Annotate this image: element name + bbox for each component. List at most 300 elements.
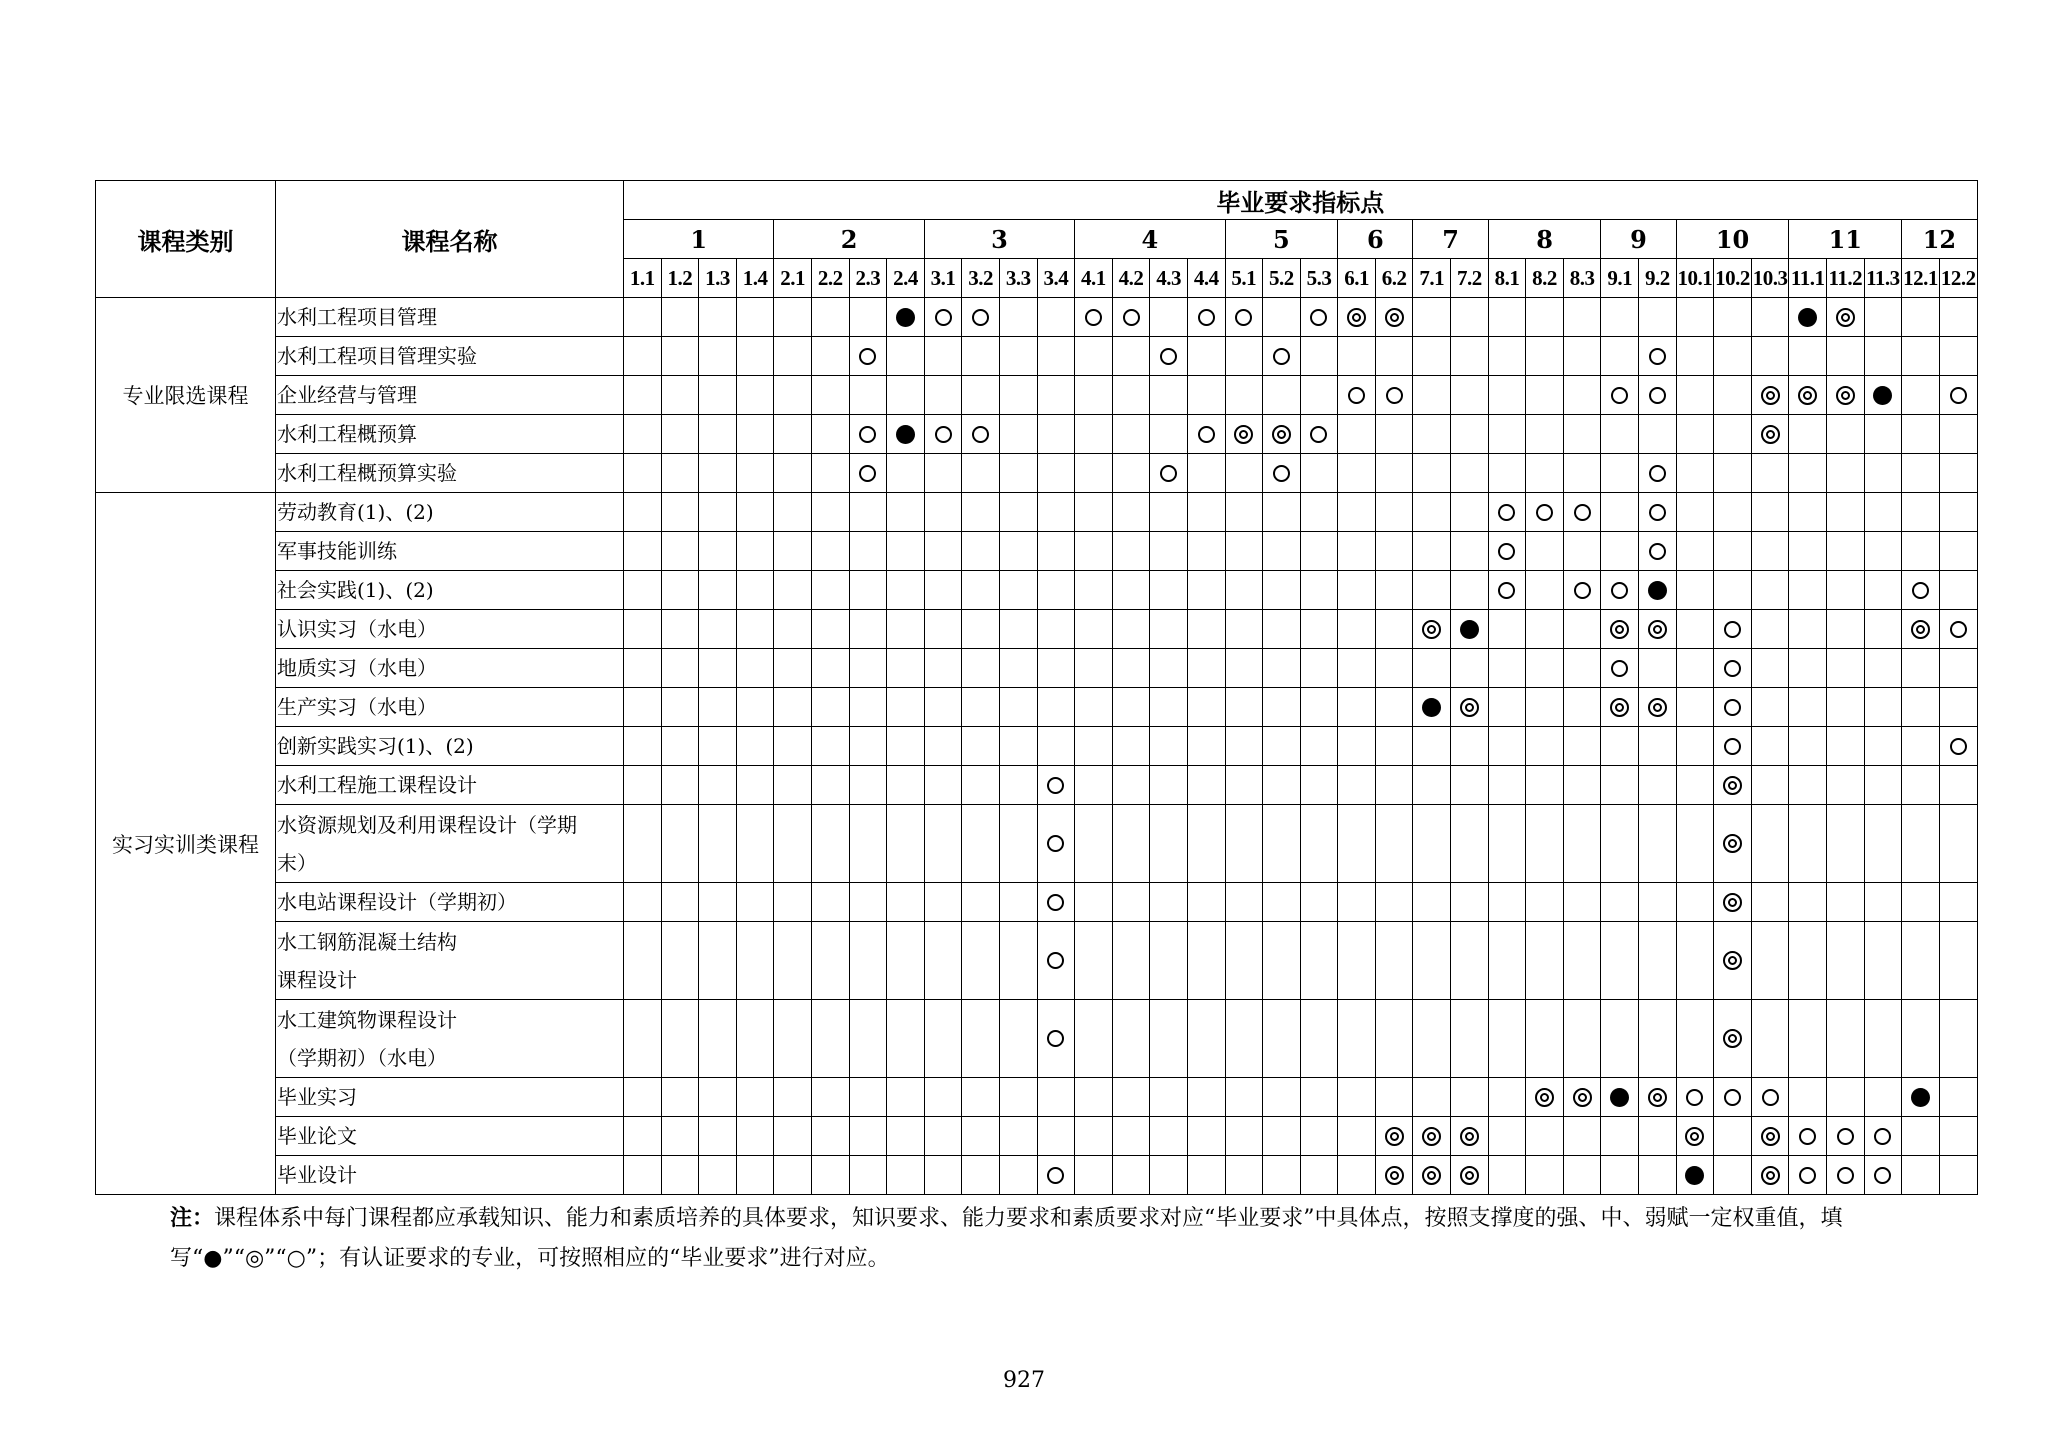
mark-cell [924, 883, 962, 922]
mark-cell [699, 1117, 737, 1156]
mark-cell [774, 532, 812, 571]
mark-cell [849, 1156, 887, 1195]
mark-cell [849, 610, 887, 649]
mark-cell [1902, 571, 1940, 610]
mark-cell [1225, 532, 1263, 571]
indicator-point-header: 2.2 [811, 259, 849, 298]
strong-support-mark-icon [1648, 581, 1667, 600]
mark-cell [1112, 376, 1150, 415]
mark-cell [1827, 415, 1865, 454]
mark-cell [661, 922, 699, 1000]
course-name-cell: 军事技能训练 [276, 532, 624, 571]
mark-cell [624, 727, 662, 766]
mark-cell [1789, 532, 1827, 571]
weak-support-mark-icon [1160, 465, 1177, 482]
mark-cell [774, 688, 812, 727]
mark-cell [1112, 922, 1150, 1000]
mark-cell [661, 688, 699, 727]
mark-cell [1864, 415, 1902, 454]
mark-cell [1864, 727, 1902, 766]
mark-cell [1676, 376, 1714, 415]
course-name-line: 水工建筑物课程设计 [277, 1007, 457, 1032]
mark-cell [1263, 298, 1301, 337]
mark-cell [1075, 922, 1113, 1000]
mark-cell [1150, 376, 1188, 415]
mark-cell [1075, 298, 1113, 337]
course-name-cell: 社会实践(1)、(2) [276, 571, 624, 610]
mark-cell [1375, 1000, 1413, 1078]
medium-support-mark-icon [1761, 386, 1780, 405]
mark-cell [1827, 922, 1865, 1000]
mark-cell [774, 883, 812, 922]
table-row [96, 415, 1978, 454]
mark-cell [1075, 1000, 1113, 1078]
mark-cell [1300, 1117, 1338, 1156]
mark-cell [999, 883, 1037, 922]
mark-cell [1225, 1000, 1263, 1078]
mark-cell [1751, 727, 1789, 766]
mark-cell [1601, 688, 1639, 727]
mark-cell [774, 1156, 812, 1195]
mark-cell [699, 454, 737, 493]
mark-cell [1451, 532, 1489, 571]
mark-cell [1939, 1078, 1977, 1117]
mark-cell [1413, 1078, 1451, 1117]
mark-cell [661, 454, 699, 493]
mark-cell [1075, 805, 1113, 883]
weak-support-mark-icon [935, 426, 952, 443]
mark-cell [1263, 727, 1301, 766]
mark-cell [1037, 376, 1075, 415]
mark-cell [1413, 805, 1451, 883]
mark-cell [999, 727, 1037, 766]
mark-cell [699, 610, 737, 649]
indicator-point-header: 3.3 [999, 259, 1037, 298]
mark-cell [1902, 610, 1940, 649]
mark-cell [924, 1156, 962, 1195]
mark-cell [1338, 571, 1376, 610]
mark-cell [774, 1117, 812, 1156]
mark-cell [1902, 688, 1940, 727]
mark-cell [1939, 610, 1977, 649]
mark-cell [1112, 415, 1150, 454]
mark-cell [1413, 649, 1451, 688]
mark-cell [1375, 805, 1413, 883]
mark-cell [1488, 727, 1526, 766]
mark-cell [1751, 1156, 1789, 1195]
mark-cell [1075, 415, 1113, 454]
mark-cell [1601, 376, 1639, 415]
mark-cell [1714, 376, 1752, 415]
mark-cell [1488, 1000, 1526, 1078]
mark-cell [774, 727, 812, 766]
mark-cell [774, 493, 812, 532]
strong-support-mark-icon [896, 425, 915, 444]
mark-cell [1413, 376, 1451, 415]
mark-cell [1751, 922, 1789, 1000]
mark-cell [1676, 766, 1714, 805]
mark-cell [1112, 688, 1150, 727]
mark-cell [1075, 532, 1113, 571]
mark-cell [1714, 1156, 1752, 1195]
indicator-point-header: 7.2 [1451, 259, 1489, 298]
mark-cell [1601, 493, 1639, 532]
mark-cell [962, 337, 1000, 376]
course-name-cell: 水利工程项目管理实验 [276, 337, 624, 376]
mark-cell [1902, 1156, 1940, 1195]
mark-cell [1639, 1078, 1677, 1117]
mark-cell [1488, 1117, 1526, 1156]
mark-cell [1601, 298, 1639, 337]
table-row [96, 727, 1978, 766]
mark-cell [1526, 805, 1564, 883]
mark-cell [849, 1078, 887, 1117]
mark-cell [1601, 1000, 1639, 1078]
mark-cell [1375, 766, 1413, 805]
mark-cell [962, 610, 1000, 649]
mark-cell [887, 532, 925, 571]
indicator-point-header: 11.3 [1864, 259, 1902, 298]
weak-support-mark-icon [1649, 543, 1666, 560]
mark-cell [1338, 493, 1376, 532]
medium-support-mark-icon [1723, 951, 1742, 970]
mark-cell [1676, 1156, 1714, 1195]
weak-support-mark-icon [1649, 465, 1666, 482]
mark-cell [1676, 415, 1714, 454]
mark-cell [1939, 649, 1977, 688]
weak-support-mark-icon [859, 426, 876, 443]
mark-cell [1714, 649, 1752, 688]
mark-cell [811, 883, 849, 922]
mark-cell [924, 922, 962, 1000]
mark-cell [924, 493, 962, 532]
mark-cell [1601, 610, 1639, 649]
mark-cell [1225, 298, 1263, 337]
mark-cell [1676, 1117, 1714, 1156]
mark-cell [1338, 649, 1376, 688]
mark-cell [1526, 1156, 1564, 1195]
indicator-point-header: 1.4 [736, 259, 774, 298]
mark-cell [1601, 922, 1639, 1000]
mark-cell [1563, 337, 1601, 376]
mark-cell [774, 298, 812, 337]
mark-cell [962, 493, 1000, 532]
mark-cell [1827, 1078, 1865, 1117]
mark-cell [1676, 337, 1714, 376]
mark-cell [962, 688, 1000, 727]
mark-cell [1639, 571, 1677, 610]
mark-cell [1338, 922, 1376, 1000]
mark-cell [887, 883, 925, 922]
mark-cell [887, 727, 925, 766]
mark-cell [1601, 571, 1639, 610]
mark-cell [1413, 298, 1451, 337]
mark-cell [1150, 1156, 1188, 1195]
mark-cell [1563, 1156, 1601, 1195]
mark-cell [1150, 1078, 1188, 1117]
mark-cell [661, 1156, 699, 1195]
mark-cell [1488, 688, 1526, 727]
requirement-group-header: 7 [1413, 220, 1488, 259]
mark-cell [1112, 883, 1150, 922]
mark-cell [1150, 337, 1188, 376]
mark-cell [1601, 805, 1639, 883]
mark-cell [1827, 805, 1865, 883]
mark-cell [1563, 532, 1601, 571]
mark-cell [1676, 1000, 1714, 1078]
mark-cell [1187, 1000, 1225, 1078]
mark-cell [1639, 532, 1677, 571]
mark-cell [736, 1117, 774, 1156]
mark-cell [1225, 883, 1263, 922]
mark-cell [1375, 727, 1413, 766]
mark-cell [774, 649, 812, 688]
medium-support-mark-icon [1723, 834, 1742, 853]
mark-cell [1112, 610, 1150, 649]
mark-cell [1676, 493, 1714, 532]
mark-cell [1300, 688, 1338, 727]
mark-cell [699, 766, 737, 805]
mark-cell [1263, 883, 1301, 922]
mark-cell [736, 883, 774, 922]
mark-cell [811, 766, 849, 805]
mark-cell [887, 1117, 925, 1156]
table-row [96, 454, 1978, 493]
mark-cell [1263, 1156, 1301, 1195]
mark-cell [1526, 571, 1564, 610]
mark-cell [1488, 922, 1526, 1000]
medium-support-mark-icon [1385, 308, 1404, 327]
medium-support-mark-icon [1685, 1127, 1704, 1146]
mark-cell [1375, 922, 1413, 1000]
mark-cell [1789, 454, 1827, 493]
mark-cell [1488, 376, 1526, 415]
mark-cell [1225, 805, 1263, 883]
weak-support-mark-icon [859, 465, 876, 482]
mark-cell [887, 1078, 925, 1117]
mark-cell [1939, 727, 1977, 766]
mark-cell [1601, 1156, 1639, 1195]
medium-support-mark-icon [1761, 1127, 1780, 1146]
mark-cell [849, 571, 887, 610]
mark-cell [1639, 922, 1677, 1000]
mark-cell [1263, 493, 1301, 532]
mark-cell [1751, 1117, 1789, 1156]
mark-cell [999, 571, 1037, 610]
mark-cell [1187, 727, 1225, 766]
mark-cell [1563, 415, 1601, 454]
mark-cell [1563, 1078, 1601, 1117]
mark-cell [849, 727, 887, 766]
mark-cell [1075, 376, 1113, 415]
mark-cell [1939, 571, 1977, 610]
mark-cell [1563, 610, 1601, 649]
mark-cell [1526, 454, 1564, 493]
mark-cell [774, 610, 812, 649]
mark-cell [1751, 337, 1789, 376]
indicator-point-header: 3.1 [924, 259, 962, 298]
mark-cell [811, 1117, 849, 1156]
mark-cell [1714, 415, 1752, 454]
indicator-point-header: 2.3 [849, 259, 887, 298]
mark-cell [699, 376, 737, 415]
mark-cell [1827, 532, 1865, 571]
category-cell: 专业限选课程 [96, 298, 276, 493]
course-name-cell: 水利工程概预算 [276, 415, 624, 454]
medium-support-mark-icon [1535, 1088, 1554, 1107]
mark-cell [624, 883, 662, 922]
mark-cell [699, 688, 737, 727]
weak-support-mark-icon [1047, 1167, 1064, 1184]
mark-cell [1902, 766, 1940, 805]
mark-cell [1150, 1000, 1188, 1078]
course-name-cell: 生产实习（水电） [276, 688, 624, 727]
mark-cell [1714, 727, 1752, 766]
mark-cell [1902, 376, 1940, 415]
weak-support-mark-icon [935, 309, 952, 326]
mark-cell [1225, 688, 1263, 727]
weak-support-mark-icon [1874, 1128, 1891, 1145]
mark-cell [1112, 727, 1150, 766]
strong-support-mark-icon [1610, 1088, 1629, 1107]
mark-cell [1263, 1117, 1301, 1156]
mark-cell [887, 688, 925, 727]
mark-cell [999, 610, 1037, 649]
mark-cell [699, 493, 737, 532]
weak-support-mark-icon [1198, 309, 1215, 326]
mark-cell [1075, 688, 1113, 727]
mark-cell [962, 454, 1000, 493]
weak-support-mark-icon [1799, 1167, 1816, 1184]
mark-cell [1789, 1000, 1827, 1078]
mark-cell [1864, 337, 1902, 376]
mark-cell [1037, 1000, 1075, 1078]
mark-cell [1676, 532, 1714, 571]
mark-cell [811, 1078, 849, 1117]
strong-support-mark-icon [1873, 386, 1892, 405]
mark-cell [1827, 727, 1865, 766]
mark-cell [1563, 571, 1601, 610]
weak-support-mark-icon [1724, 738, 1741, 755]
mark-cell [736, 1000, 774, 1078]
mark-cell [661, 883, 699, 922]
mark-cell [1413, 454, 1451, 493]
mark-cell [1864, 493, 1902, 532]
mark-cell [1639, 805, 1677, 883]
mark-cell [1639, 298, 1677, 337]
mark-cell [849, 337, 887, 376]
mark-cell [1827, 454, 1865, 493]
weak-support-mark-icon [972, 309, 989, 326]
course-name-cell: 毕业实习 [276, 1078, 624, 1117]
indicator-point-header: 3.4 [1037, 259, 1075, 298]
mark-cell [1751, 493, 1789, 532]
mark-cell [1451, 337, 1489, 376]
mark-cell [1037, 883, 1075, 922]
mark-cell [1037, 610, 1075, 649]
mark-cell [699, 532, 737, 571]
mark-cell [699, 1078, 737, 1117]
mark-cell [1413, 766, 1451, 805]
mark-cell [1751, 688, 1789, 727]
weak-support-mark-icon [1047, 1030, 1064, 1047]
indicator-point-header: 11.1 [1789, 259, 1827, 298]
mark-cell [661, 376, 699, 415]
mark-cell [1413, 571, 1451, 610]
mark-cell [1075, 493, 1113, 532]
mark-cell [1563, 688, 1601, 727]
category-cell: 实习实训类课程 [96, 493, 276, 1195]
mark-cell [661, 610, 699, 649]
mark-cell [1037, 1078, 1075, 1117]
mark-cell [1714, 298, 1752, 337]
mark-cell [1601, 883, 1639, 922]
medium-support-mark-icon [1385, 1166, 1404, 1185]
mark-cell [661, 649, 699, 688]
weak-support-mark-icon [1536, 504, 1553, 521]
indicator-point-header: 6.2 [1375, 259, 1413, 298]
mark-cell [1075, 571, 1113, 610]
requirement-group-header: 2 [774, 220, 924, 259]
mark-cell [811, 454, 849, 493]
mark-cell [849, 922, 887, 1000]
mark-cell [887, 376, 925, 415]
mark-cell [1338, 1156, 1376, 1195]
mark-cell [1075, 766, 1113, 805]
mark-cell [1112, 1156, 1150, 1195]
mark-cell [1714, 337, 1752, 376]
mark-cell [1639, 415, 1677, 454]
mark-cell [924, 805, 962, 883]
indicator-point-header: 2.1 [774, 259, 812, 298]
mark-cell [1375, 298, 1413, 337]
mark-cell [1451, 805, 1489, 883]
mark-cell [624, 610, 662, 649]
mark-cell [1526, 727, 1564, 766]
requirement-group-header: 1 [624, 220, 774, 259]
weak-support-mark-icon [1198, 426, 1215, 443]
mark-cell [1639, 337, 1677, 376]
mark-cell [1714, 493, 1752, 532]
mark-cell [1300, 454, 1338, 493]
table-row [96, 1078, 1978, 1117]
weak-support-mark-icon [1047, 894, 1064, 911]
mark-cell [1187, 883, 1225, 922]
table-note [170, 1198, 1950, 1279]
mark-cell [661, 532, 699, 571]
mark-cell [1488, 571, 1526, 610]
mark-cell [1263, 649, 1301, 688]
mark-cell [1338, 1078, 1376, 1117]
mark-cell [661, 1078, 699, 1117]
mark-cell [1225, 1078, 1263, 1117]
course-name-cell: 水利工程概预算实验 [276, 454, 624, 493]
strong-support-mark-icon [1460, 620, 1479, 639]
mark-cell [1112, 805, 1150, 883]
weak-support-mark-icon [1724, 621, 1741, 638]
mark-cell [1563, 376, 1601, 415]
mark-cell [1451, 415, 1489, 454]
mark-cell [1187, 688, 1225, 727]
mark-cell [1413, 727, 1451, 766]
table-row [96, 493, 1978, 532]
mark-cell [999, 1117, 1037, 1156]
indicator-point-header: 11.2 [1827, 259, 1865, 298]
mark-cell [1225, 766, 1263, 805]
mark-cell [1037, 493, 1075, 532]
indicator-point-header: 5.2 [1263, 259, 1301, 298]
mark-cell [1488, 493, 1526, 532]
